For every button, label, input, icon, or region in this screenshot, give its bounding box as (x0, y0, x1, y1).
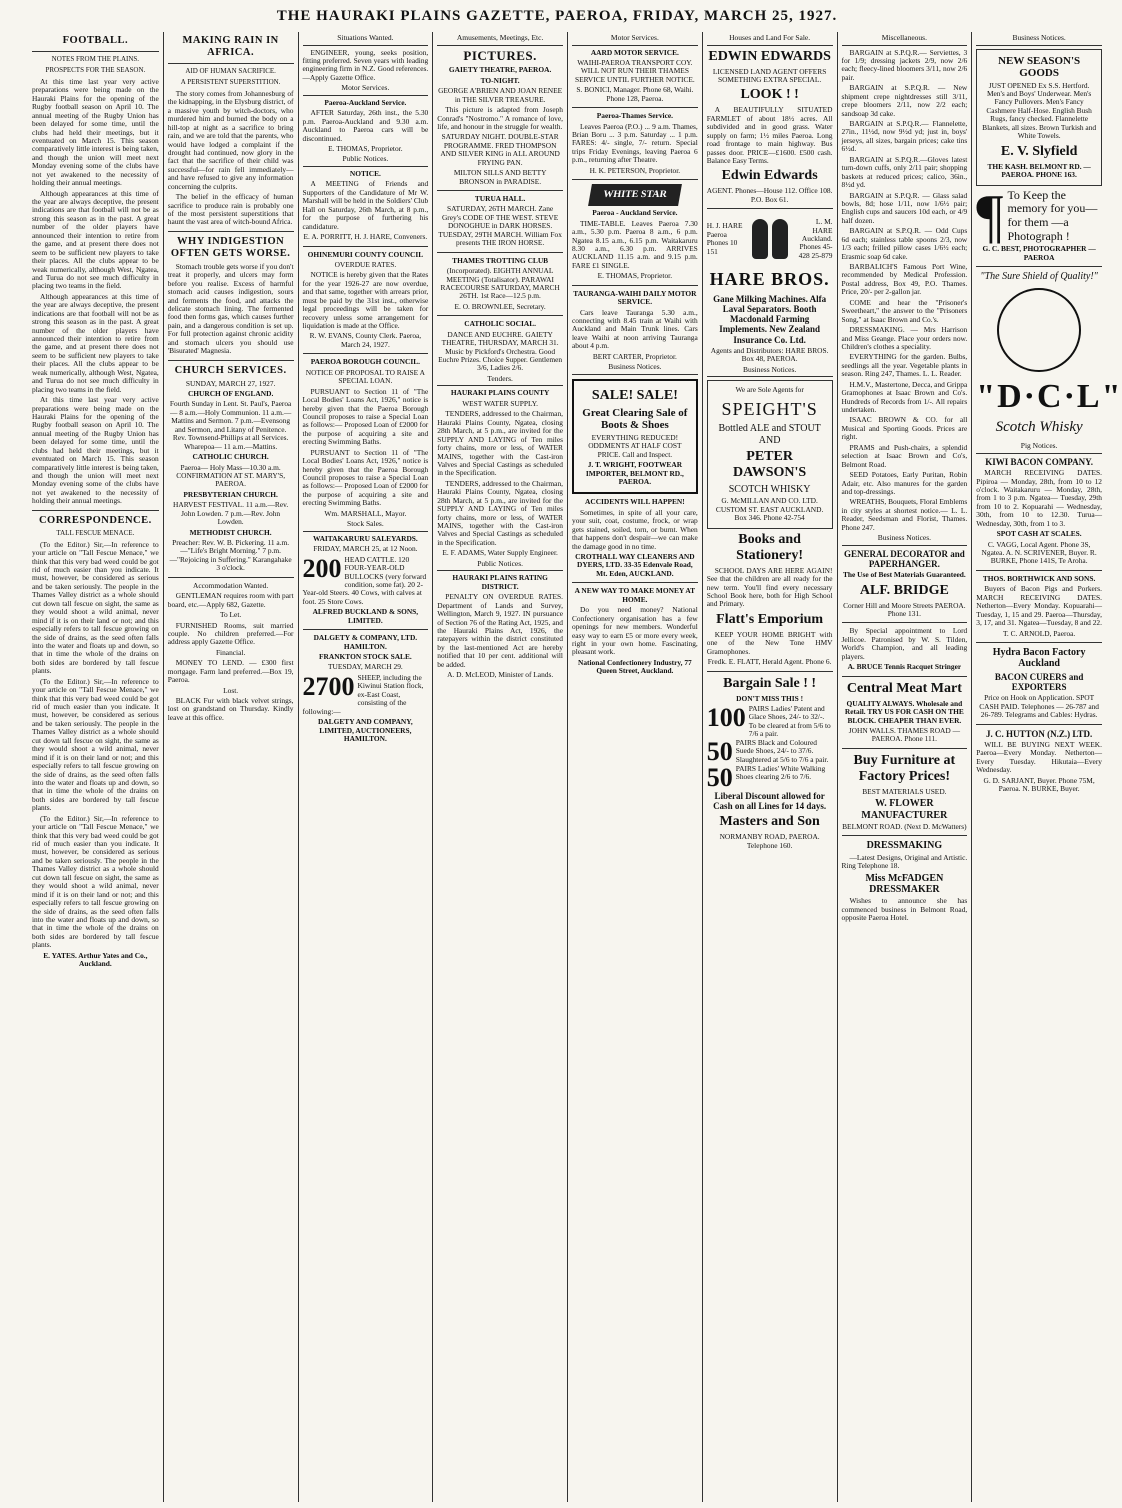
hydra-text: Price on Hook on Application. SPOT CASH PAID. Telephones — 26-787 and 26-789. Telegrams and Cables: Hydras. (979, 693, 1100, 720)
letter-paragraph: (To the Editor.) Sir,—In reference to your article on "Tall Fescue Menace," we think that this very bad weed could be got rid of much easier than you indicate. It must, however, be considered as serious and be taken seriously. The people in the Thames Valley district as a whole should cut down tall fescue on sight, the same as they would shoot a wild animal, never mind if it is on their land or not; and this especially refers to tall fescue growing on the side of drains, as the seed often falls into the water and floats up and down, so that in time the whole of the drains on both sides are bordered by tall fescue plants. (32, 676, 159, 813)
column-8 (971, 32, 1122, 1502)
hare-icon (772, 219, 788, 259)
misc-ad: BARGAIN at S.P.Q.R.— Serviettes, 3 for 1/9; dressing jackets 2/9, now 2/6 each; fleecy-lined bloomers 3/11, now 2/6 pair. (841, 47, 968, 82)
divider (976, 724, 1102, 725)
church-services-heading: CHURCH SERVICES. (174, 364, 287, 376)
new-season-goods: JUST OPENED Ex S.S. Hertford. Men's and Boys' Underwear. Men's Fancy Pullovers. Men's Fancy Cashmere Half-Hose. English Bush Rugs, fancy checked. Flannelette Blankets, all sizes. Brown Turkish and White Towels. (982, 80, 1097, 141)
flatts-signature: Fredk. E. FLATT, Herald Agent. Phone 6. (707, 657, 832, 667)
tennis-heading: A. BRUCE Tennis Racquet Stringer (847, 662, 962, 672)
column-4 (432, 32, 567, 1502)
mcfadgen-text: Wishes to announce she has commenced business in Belmont Road, opposite Paeroa Hotel. (841, 896, 968, 923)
notes-subheading: NOTES FROM THE PLAINS. (51, 54, 140, 63)
agent-tagline: LICENSED LAND AGENT OFFERS SOMETHING EXTRA SPECIAL. (712, 66, 827, 84)
cleaners-heading: ACCIDENTS WILL HAPPEN! (585, 497, 685, 507)
notice-signature: Wm. MARSHALL, Mayor. (324, 508, 407, 518)
film-description: This picture is adapted from Joseph Conrad's "Nostromo." A romance of love, life, and honour in the struggle for wealth. (437, 105, 563, 131)
photograph-slogan: To Keep the memory for you—for them —a Photograph ! (1007, 187, 1098, 243)
new-season-ad (976, 49, 1102, 186)
misc-ad: WREATHS, Bouquets, Floral Emblems in city styles at shortest notice.— L. L. Reader, Seedsman and Florist, Thames. Phone 247. (841, 497, 968, 532)
divider (707, 671, 833, 672)
notice-signature: BERT CARTER, Proprietor. (592, 351, 677, 361)
section-heading: Stock Sales. (303, 520, 429, 532)
section-heading: Motor Services. (572, 34, 698, 46)
film-billing: SATURDAY, 26TH MARCH. Zane Grey's CODE OF THE WEST. STEVE DONOGHUE in DARK HORSES. TUESDAY, 29TH MARCH. William Fox presents THE IRON HORSE. (438, 204, 562, 248)
service-times: HARVEST FESTIVAL. 11 a.m.—Rev. John Lowden. 7 p.m.—Rev. John Lowden. (173, 500, 289, 527)
mcfadgen-heading: Miss McFADGEN DRESSMAKER (865, 872, 944, 896)
money-signature: National Confectionery Industry, 77 Queen Street, Auckland. (578, 657, 692, 676)
masters-heading: Masters and Son (719, 814, 820, 830)
divider (168, 360, 294, 361)
service-heading: Paeroa-Thames Service. (596, 111, 673, 121)
agents-list: C. VAGG, Local Agent. Phone 3S, Ngatea. A. N. SCRIVENER, Buyer. R. BURKE, Phone 141S, Te Aroha. (981, 539, 1097, 566)
hare-agents: Agents and Distributors: HARE BROS. Box 48, PAEROA. (710, 345, 829, 364)
dont-miss-text: DON'T MISS THIS ! (736, 693, 804, 703)
section-heading: Motor Services. (303, 84, 429, 96)
bargain-sale-heading: Bargain Sale ! ! (723, 675, 817, 691)
flower-heading: W. FLOWER MANUFACTURER (861, 798, 948, 821)
cleaners-signature: CROTHALL WAY CLEANERS AND DYERS, LTD. 33-35 Edenvale Road, Mt. Eden, AUCKLAND. (575, 552, 695, 578)
service-notice: WAIHI-PAEROA TRANSPORT COY. WILL NOT RUN THEIR THAMES SERVICE UNTIL FURTHER NOTICE. (574, 57, 695, 84)
timetable: TIME-TABLE. Leaves Paeroa 7.30 a.m., 5.30 p.m. Paeroa 8 a.m., 6 p.m. Ngatea 8.15 a.m., 6.15 p.m. Waitakaruru 8.30 a.m., 6.30 p.m. ARRIVES AUCKLAND 11.15 a.m. and 9.15 p.m. FARE £1 SINGLE. (572, 218, 698, 270)
shield-slogan: "The Sure Shield of Quality!" (980, 271, 1098, 283)
correspondence-heading: CORRESPONDENCE. (38, 514, 152, 526)
alf-bridge-address: Corner Hill and Moore Streets PAEROA. Phone 131. (843, 600, 966, 619)
crest-icon (997, 288, 1081, 372)
sale-heading: Great Clearing Sale of Boots & Shoes (582, 406, 688, 432)
column-1 (28, 32, 163, 1502)
prospects-subheading: PROSPECTS FOR THE SEASON. (45, 65, 146, 74)
council-subheading: NOTICE OF PROPOSAL TO RAISE A SPECIAL LOAN. (305, 367, 425, 386)
divider (976, 570, 1102, 571)
divider (842, 676, 968, 677)
kiwi-bacon-heading: KIWI BACON COMPANY. (985, 456, 1093, 467)
meeting-details: (Incorporated). EIGHTH ANNUAL MEETING (Totalisator). PARAWAI RACECOURSE SATURDAY, MARCH 26TH. 1st Race—12.5 p.m. (440, 266, 560, 301)
tender-text: TENDERS, addressed to the Chairman, Hauraki Plains County, Ngatea, closing 28th March, at 5 p.m., are invited for the SUPPLY AND LAYING of Ten miles forty chains, more or less, of WATER MAINS, together with the Cast-iron Valves and Special Castings as scheduled in the Specification. (437, 478, 563, 547)
boot-sale-ad (572, 379, 698, 495)
letter-paragraph: (To the Editor.) Sir,—In reference to your article on "Tall Fescue Menace," we think that this very bad weed could be got rid of much easier than you indicate. It must, however, be considered as serious and be taken seriously. The people in the Thames Valley district as a whole should cut down tall fescue on sight, the same as they would shoot a wild animal, never mind if it is on their land or not; and this especially refers to tall fescue growing on the side of drains, as the seed often falls into the water and floats up and down, so that in time the whole of the drains on both sides are bordered by tall fescue plants. (32, 813, 159, 950)
classified-ad: BLACK Fur with black velvet strings, lost on grandstand on Thursday. Kindly leave at this office. (167, 696, 294, 722)
notice-signature: T. C. ARNOLD, Paeroa. (1002, 628, 1076, 638)
section-heading: Pig Notices. (976, 442, 1102, 454)
hare-contact-left: H. J. HARE Paeroa Phones 10 151 (706, 221, 743, 256)
pair-count: 100 (706, 702, 746, 732)
sale-details: EVERYTHING REDUCED! ODDMENTS AT HALF COST PRICE. Call and Inspect. (588, 432, 682, 459)
stock-details: HEAD CATTLE. 120 FOUR-YEAR-OLD BULLOCKS (very forward condition, some fat). 20 2-Year-old Steers. 40 Cows, with calves at foot. 25 Store Cows. (302, 554, 427, 606)
council-subheading: OVERDUE RATES. (334, 259, 397, 269)
service-times: Paeroa— Holy Mass—10.30 a.m. CONFIRMATION AT ST. MARY'S, PAEROA. (176, 462, 286, 489)
misc-ad: BARGAIN at S.P.Q.R. — Glass salad bowls, 8d; hose 1/11, now 1/6½ pair; English cups and saucers 10d each, or 4/9 half dozen. (841, 190, 968, 225)
books-heading: Books and Stationery! (736, 531, 804, 563)
rain-heading: MAKING RAIN IN AFRICA. (182, 35, 279, 58)
auctioneer: ALFRED BUCKLAND & SONS, LIMITED. (312, 607, 419, 625)
hall-heading: TURUA HALL. (474, 194, 526, 204)
sale-date: TUESDAY, MARCH 29. (328, 662, 403, 672)
divider (303, 629, 429, 630)
article-paragraph: The belief in the efficacy of human sacrifice to produce rain is probably one of the most persistent superstitions that haunt the vast area of witch-bound Africa. (167, 192, 294, 227)
agent-contact: AGENT. Phones—House 112. Office 108. P.O. Box 61. (706, 186, 833, 204)
notice-signature: S. BONICI, Manager. Phone 68, Waihi. Phone 128, Paeroa. (576, 85, 694, 103)
meat-mart-contact: JOHN WALLS. THAMES ROAD — PAEROA. Phone 111. (848, 725, 960, 744)
notice-text: PURSUANT to Section 11 of "The Local Bodies' Loans Act, 1926," notice is hereby given that the Paeroa Borough Council proposes to raise a Special Loan as follows:— Proposed Loan of £2000 for the purpose of acquiring a site and erecting Swimming Baths. (302, 386, 429, 447)
letter-signature: E. YATES. Arthur Yates and Co., Auckland. (43, 950, 148, 969)
speights-ad (707, 380, 833, 528)
notice-signature: E. F. ADAMS, Water Supply Engineer. (442, 548, 558, 558)
notice-signature: E. THOMAS, Proprietor. (328, 144, 403, 154)
notice-signature: E. THOMAS, Proprietor. (597, 271, 673, 281)
classified-heading: Financial. (215, 647, 246, 657)
football-heading: FOOTBALL. (62, 35, 129, 46)
auctioneer: DALGETY AND COMPANY, LIMITED, AUCTIONEERS, HAMILTON. (317, 717, 413, 743)
classified-ad: MONEY TO LEND. — £300 first mortgage. Farm land preferred.—Box 19, Paeroa. (167, 658, 294, 685)
head-count: 200 (302, 553, 342, 583)
bargain-details: PAIRS Ladies' Patent and Glace Shoes, 24/- to 32/-. To be cleared at from 5/6 to 7/6 a pair. (748, 703, 831, 739)
dawsons-heading: PETER DAWSON'S (733, 449, 807, 481)
slyfield-address: THE KASH. BELMONT RD. — PAEROA. PHONE 163. (987, 161, 1091, 180)
letter-paragraph: (To the Editor.) Sir,—In reference to your article on "Tall Fescue Menace," we think that this very bad weed could be got rid of much easier than you indicate. It must, however, be considered as serious and be taken seriously. The people in the Thames Valley district as a whole should cut down tall fescue on sight, the same as they would shoot a wild animal, never mind if it is on their land or not; and this especially refers to tall fescue growing on the side of drains, as the seed often falls into the water and floats up and down, so that in time the whole of the drains on both sides are bordered by tall fescue plants. (32, 539, 159, 676)
receiving-dates: MARCH RECEIVING DATES. Pipiroa — Monday, 28th, from 10 to 12 o'clock. Waitakaruru — Monday, 28th, from 1 to 3 p.m. Ngatea— Tuesday, 29th from 10 to 2. Kopuarahi — Wednesday, 30th, from 10 to 12.30. Turua— Wednesday, 30th, from 1 to 3. (976, 468, 1102, 528)
money-text: Do you need money? National Confectionery organisation has a few openings for new members. Wonderful easy way to earn £5 or more every week, right in your own home. Fascinating, pleasant work. (572, 605, 698, 657)
hare-bros-header (707, 213, 833, 265)
notice-signature: E. A. PORRITT, H. J. HARE, Conveners. (303, 232, 428, 242)
section-heading: Business Notices. (976, 34, 1102, 46)
bargain-line (706, 736, 833, 766)
misc-ad: ISAAC BROWN & CO. for all Musical and Sporting Goods. Prices are right. (841, 415, 968, 442)
divider (976, 266, 1102, 267)
notice-text: AFTER Saturday, 26th inst., the 5.30 p.m. Paeroa-Auckland and 9.30 a.m. Auckland to Paeroa cars will be discontinued. (302, 108, 429, 143)
hare-logo (752, 217, 788, 261)
dressmaking-text: —Latest Designs, Original and Artistic. Ring Telephone 18. (841, 852, 968, 871)
dcl-logo: "D·C·L" (976, 378, 1122, 416)
notice-text: NOTICE is hereby given that the Rates for the year 1926-27 are now overdue, and that same, together with arrears prior, must be paid by the 31st inst., otherwise legal proceedings will be taken for recovery unless some arrangement for liquidation is made at the Office. (302, 270, 429, 331)
divider (976, 642, 1102, 643)
council-heading: OHINEMURI COUNTY COUNCIL (307, 249, 424, 259)
divider (32, 51, 159, 52)
divider (168, 577, 294, 578)
misc-ad: SEED Potatoes, Early Puritan, Robin Adair, etc. Also manures for the garden and top-dressings. (841, 470, 968, 496)
classified-heading: Lost. (223, 685, 239, 695)
hydra-heading: Hydra Bacon Factory Auckland (992, 646, 1086, 670)
saleyard-heading: WAITAKARURU SALEYARDS. (313, 533, 418, 543)
flatts-heading: Flatt's Emporium (716, 611, 824, 627)
notice-signature: R. W. EVANS, County Clerk. Paeroa, March 24, 1927. (309, 331, 422, 349)
service-times: Fourth Sunday in Lent. St. Paul's, Paeroa— 8 a.m.—Holy Communion. 11 a.m.—Mattins and Sermon. 7 p.m.—Evensong and Sermon, and Litany of Penitence. Rev. Townsend-Phillips at all Services. Wharepoa— 11 a.m.—Mattins. (169, 399, 292, 451)
hare-contact-right: L. M. HARE Auckland. Phones 45-428 25-879 (798, 217, 833, 260)
books-text: SCHOOL DAYS ARE HERE AGAIN! See that the children are all ready for the new term. You'll find every necessary School Book here, both for High School and Primary. (706, 565, 833, 609)
hutton-heading: J. C. HUTTON (N.Z.) LTD. (985, 728, 1093, 739)
photograph-ad (976, 182, 1102, 249)
divider (437, 315, 563, 316)
stock-sale-heading: FRANKTON STOCK SALE. (319, 652, 412, 661)
tall-fescue-subheading: TALL FESCUE MENACE. (56, 528, 135, 537)
alf-bridge-heading: ALF. BRIDGE (859, 582, 949, 598)
trotting-club-heading: THAMES TROTTING CLUB (452, 255, 549, 265)
service-heading: TAURANGA-WAIHI DAILY MOTOR SERVICE. (573, 288, 697, 307)
divider (572, 107, 698, 108)
furniture-heading: Buy Furniture at Factory Prices! (853, 752, 956, 784)
section-heading: Business Notices. (572, 363, 698, 375)
masters-address: NORMANBY ROAD, PAEROA. Telephone 160. (719, 832, 820, 850)
pilcrow-icon: ¶ (976, 182, 1004, 249)
decorator-heading: GENERAL DECORATOR and PAPERHANGER. (844, 548, 965, 569)
misc-ad: BARGAIN at S.P.Q.R. — Odd Cups 6d each; stainless table spoons 2/3, now 1/3 each; frilled pillow cases 1/6½ each; Erasmic soap 6d cake. (841, 226, 968, 261)
misc-ad: BARBALICH'S Famous Port Wine, recommended by Medical Profession. Postal address, Box 49, P.O. Thames. Price, 20/- per 2-gallon jar. (841, 262, 968, 297)
misc-ad: PRAMS and Push-chairs, a splendid selection at Isaac Brown and Co's, Belmont Road. (841, 442, 968, 469)
newspaper-columns (28, 32, 1122, 1502)
motor-service-heading: AARD MOTOR SERVICE. (590, 47, 679, 57)
tonight-label: TO-NIGHT. (480, 75, 520, 85)
receiving-dates: Buyers of Bacon Pigs and Porkers. MARCH RECEIVING DATES. Netherton—Every Monday. Kopuarahi—Tuesday, 1, 15 and 29. Paeroa—Thursday, 3, 17, and 31. Ngatea—Tuesday, 8 and 22. (976, 584, 1102, 628)
superstition-subheading: A PERSISTENT SUPERSTITION. (180, 77, 281, 86)
divider (303, 246, 429, 247)
tender-subheading: WEST WATER SUPPLY. (462, 398, 539, 408)
section-heading: Business Notices. (707, 366, 833, 378)
article-paragraph: The story comes from Johannesburg of the kidnapping, in the Elysburg district, of a massive youth by witch-doctors, who murdered him and burned the body on a hill-top at night as a sacrifice to bring rain, and we are told that the parents, who would have lodged a complaint if the drought had continued, now glory in the fact that the sacrifice of their child was successful—for rain fell immediately—and have refused to give any information concerning the culprits. (167, 88, 294, 191)
section-heading: Situations Wanted. (303, 34, 429, 46)
service-times: Preacher: Rev. W. B. Pickering. 11 a.m.—"Life's Bright Morning." 7 p.m.—"Rejoicing in Suffering." Karangahake 3 o'clock. (169, 538, 292, 573)
divider (572, 582, 698, 583)
notice-text: PENALTY ON OVERDUE RATES. Department of Lands and Survey, Wellington, March 9, 1927. IN pursuance of Section 76 of the Rating Act, 1925, and the Hauraki Plains Act, 1926, the ratepayers within the district constituted by the last-mentioned Act are hereby notified that 10 per cent. additional will be added. (437, 592, 563, 669)
sale-banner: SALE! SALE! (591, 387, 678, 403)
slyfield-heading: E. V. Slyfield (1000, 143, 1078, 159)
head-count: 2700 (302, 671, 355, 701)
look-heading: LOOK ! ! (740, 87, 799, 103)
scotch-whisky-text: SCOTCH WHISKY (728, 484, 811, 496)
bargain-details: PAIRS Ladies' White Walking Shoes clearing 2/6 to 7/6. (735, 763, 826, 782)
decorator-tagline: The Use of Best Materials Guaranteed. (843, 570, 966, 580)
council-heading: PAEROA BOROUGH COUNCIL. (310, 357, 421, 367)
misc-ad: DRESSMAKING. — Mrs Harrison and Miss Geange. Place your orders now. Children's clothes a speciality. (841, 325, 968, 351)
misc-ad: BARGAIN at S.P.Q.R.—Gloves latest turn-down cuffs, only 2/11 pair; shopping baskets at reduced prices; calico, 36in., 8½d yd. (841, 154, 968, 190)
timetable: Cars leave Tauranga 5.30 a.m., connecting with 8.45 train at Waihi with Auckland and Main Trunk lines. Cars leave Waihi at noon arriving Tauranga about 4 p.m. (572, 307, 698, 351)
tender-text: TENDERS, addressed to the Chairman, Hauraki Plains County, Ngatea, closing 28th March, at 5 p.m., are invited for the SUPPLY AND LAYING of Ten miles forty chains, more or less, of WATER MAINS, together with the Cast-iron Valves and Special Castings as scheduled in the Specification. (437, 409, 563, 478)
sale-date: FRIDAY, MARCH 25, at 12 Noon. (313, 544, 418, 554)
hutton-buyers: G. D. SARJANT, Buyer. Phone 75M, Paeroa. N. BURKE, Buyer. (983, 775, 1095, 793)
misc-ad: BARGAIN at S.P.Q.R.— Flannelette, 27in., 11½d, now 9½d yd; just in, boys' jerseys, all sizes, bargain prices; cake tins 6½d. (841, 119, 968, 154)
notice-text: A MEETING of Friends and Supporters of the Candidature of Mr W. Marshall will be held in the Soldiers' Club Hall on Saturday, 26th March, at 8 p.m., for the purpose of furthering his candidature. (302, 179, 429, 231)
classified-ad: FURNISHED Rooms, suit married couple. No children preferred.—For address apply Gazette Office. (167, 620, 294, 647)
article-paragraph: Although appearances at this time of the year are always deceptive, the present indications are that football will not be as strong this season as in the past. A great number of the older players have announced their intention to retire from the game, and at present there does not seem to be sufficient new players to take their places. All the clubs appear to be weak numerically, although West, Ngatea, and Turua do not see much difficulty in placing two teams in the field. (32, 291, 159, 394)
bargain-details: PAIRS Black and Coloured Suede Shoes, 24/- to 37/6. Slaughtered at 5/6 to 7/6 a pair. (735, 737, 829, 764)
new-season-heading: NEW SEASON'S GOODS (998, 54, 1081, 80)
classified-heading: Accommodation Wanted. (193, 580, 269, 590)
agent-name: Edwin Edwards (721, 168, 818, 184)
divider (707, 208, 833, 209)
divider (168, 63, 294, 64)
classified-ad: GENTLEMAN requires room with part board, etc.—Apply 682, Gazette. (167, 591, 294, 609)
divider (842, 622, 968, 623)
meat-mart-text: QUALITY ALWAYS. Wholesale and Retail. TRY US FOR CASH ON THE BLOCK. CHEAPER THAN EVER. (844, 698, 964, 725)
divider (437, 252, 563, 253)
divider (842, 835, 968, 836)
methodist-church-heading: METHODIST CHURCH. (189, 527, 272, 537)
misc-ad: H.M.V., Mastertone, Decca, and Grippa Gramophones at Isaac Brown and Co's. Hundreds of Records from 1/-. All repairs undertaken. (841, 379, 968, 415)
article-paragraph: Stomach trouble gets worse if you don't treat it properly, and ulcers may form before you realise. Excess of harmful stomach acid causes indigestion, sours and ferments the food, and attacks the delicate stomach lining. The fermented food then forms gas, which causes further pain, and a dangerous condition is set up. For full protection against chronic acidity and stomach ulcers you should use 'Bisurated' Magnesia. (167, 261, 294, 356)
classified-ad: ENGINEER, young, seeks position, fitting preferred. Seven years with leading engineering firm in N.Z. Good references.—Apply Gazette Office. (302, 47, 429, 82)
misc-ad: EVERYTHING for the garden. Bulbs, seedlings all the year. Vegetable plants in season. Ring 247, Thames. L. L. Reader. (841, 352, 968, 379)
photographer-name: G. C. BEST, PHOTOGRAPHER — PAEROA (982, 244, 1096, 262)
film-billing: GEORGE A'BRIEN AND JOAN RENEE in THE SILVER TREASURE. (438, 86, 563, 104)
presbyterian-church-heading: PRESBYTERIAN CHURCH. (183, 489, 278, 499)
stock-listing (302, 671, 429, 716)
discount-text: Liberal Discount allowed for Cash on all Lines for 14 days. (713, 790, 827, 811)
divider (842, 748, 968, 749)
masthead: THE HAURAKI PLAINS GAZETTE, PAEROA, FRIDAY, MARCH 25, 1927. (276, 8, 838, 24)
white-star-logo: WHITE STAR (588, 184, 682, 206)
bargain-line (706, 762, 833, 792)
section-heading: Miscellaneous. (842, 34, 968, 46)
hutton-text: WILL BE BUYING NEXT WEEK. Paeroa—Every Monday. Netherton—Every Tuesday. Hikutaia—Every Wednesday. (976, 739, 1102, 775)
spot-cash-heading: SPOT CASH AT SCALES. (996, 529, 1082, 539)
pair-count: 50 (706, 762, 733, 792)
sacrifice-subheading: AID OF HUMAN SACRIFICE. (185, 66, 276, 75)
service-heading: Paeroa - Auckland Service. (592, 208, 678, 218)
indigestion-heading: WHY INDIGESTION OFTEN GETS WORSE. (170, 235, 291, 259)
services-date: SUNDAY, MARCH 27, 1927. (185, 378, 276, 388)
catholic-church-heading: CATHOLIC CHURCH. (192, 452, 269, 462)
dressmaking-heading: DRESSMAKING (866, 840, 943, 852)
social-heading: CATHOLIC SOCIAL. (464, 319, 536, 329)
misc-ad: BARGAIN at S.P.Q.R. — New shipment crepe nightdresses still 3/11, crepe bloomers 2/11, now 2/2 each; sandsoap 3d cake. (841, 83, 968, 118)
divider (572, 285, 698, 286)
film-billing: MILTON SILLS AND BETTY BRONSON in PARADISE. (453, 168, 547, 186)
borthwick-heading: THOS. BORTHWICK AND SONS. (982, 573, 1096, 583)
notice-heading: NOTICE. (349, 169, 381, 179)
farm-listing: A BEAUTIFULLY SITUATED FARMLET of about 18½ acres. All subdivided and in good grass. Water supply on farm; 1½ miles Paeroa. Long road frontage to main highway. Bus passes door. PRICE—£1600. £500 cash. Balance Easy Terms. (706, 105, 833, 165)
section-heading: Amusements, Meetings, Etc. (437, 34, 563, 46)
section-heading: Houses and Land For Sale. (707, 34, 833, 46)
article-paragraph: At this time last year very active preparations were being made on the Hauraki Plains for the opening of the Rugby football season on April 10. The annual meeting of the Rugby Union has been delayed for some time, until the clubs had held their meetings, but it eventuated on March 15. This season comparatively little interest is being taken, and though the union will meet next Monday evening some of the clubs have not yet awakened to the necessity of holding their annual meetings. (32, 76, 159, 188)
furniture-tagline: BEST MATERIALS USED. (862, 786, 947, 796)
cleaners-text: Sometimes, in spite of all your care, your suit, coat, costume, frock, or wrap gets stained, soiled, torn, or burnt. When that happens don't despair—we can make the damage good in no time. (572, 507, 698, 551)
divider (168, 231, 294, 232)
meat-mart-heading: Central Meat Mart (846, 680, 962, 696)
section-heading: Public Notices. (303, 155, 429, 167)
timetable: Leaves Paeroa (P.O.) ... 9 a.m. Thames, Brian Boru ... 3 p.m. Saturday ... 1 p.m. FARES: 4/- single, 7/- return. Special trips Friday Evenings, leaving Paeroa 6 p.m., returning after Theatre. (572, 121, 698, 165)
stock-listing (302, 553, 429, 607)
divider (32, 510, 159, 511)
speights-heading: SPEIGHT'S (721, 398, 818, 419)
service-heading: Paeroa-Auckland Service. (324, 97, 407, 107)
notice-signature: A. D. McLEOD, Minister of Lands. (447, 670, 554, 680)
section-heading: Public Notices. (437, 560, 563, 572)
article-paragraph: Although appearances at this time of the year are always deceptive, the present indications are that football will not be as strong this season as in the past. A great number of the older players have announced their intention to retire from the game, and at present there does not seem to be sufficient new players to take their places. All the clubs appear to be weak numerically, although West, Ngatea, and Turua do not see much difficulty in placing two teams in the field. (32, 188, 159, 291)
pictures-heading: PICTURES. (463, 47, 537, 63)
column-6 (702, 32, 837, 1502)
church-of-england-heading: CHURCH OF ENGLAND. (187, 389, 274, 399)
notice-text: PURSUANT to Section 11 of "The Local Bodies' Loans Act, 1926," notice is hereby given that the Paeroa Borough Council proposes to raise a Special Loan as follows:— Proposed Loan of £2000 for the purpose of acquiring a site and erecting Swimming Baths. (302, 447, 429, 508)
article-paragraph: At this time last year very active preparations were being made on the Hauraki Plains for the opening of the Rugby football season on April 10. The annual meeting of the Rugby Union has been delayed for some time, until the clubs had held their meetings, but it eventuated on March 15. This season comparatively little interest is being taken, and though the union will meet next Monday evening some of the clubs have not yet awakened to the necessity of holding their annual meetings. (32, 395, 159, 506)
social-details: DANCE AND EUCHRE. GAIETY THEATRE, THURSDAY, MARCH 31. Music by Pickford's Orchestra. Good Euchre Prizes. Choice Supper. Gentlemen 3/6, Ladies 2/6. (438, 329, 563, 373)
divider (572, 179, 698, 180)
sale-signature: J. T. WRIGHT, FOOTWEAR IMPORTER, BELMONT RD., PAEROA. (585, 460, 684, 486)
section-heading: Business Notices. (842, 534, 968, 546)
column-7 (837, 32, 972, 1502)
tennis-text: By Special appointment to Lord Jellicoe. Patronised by W. S. Tilden, World's Champion, and all leading players. (841, 626, 968, 661)
section-heading: Tenders. (437, 375, 563, 387)
classified-heading: To Let. (220, 610, 242, 620)
stock-details: SHEEP, including the Kiwinui Station flock, ex-East Coast, consisting of the following:— (302, 672, 424, 716)
hare-icon (752, 219, 768, 259)
column-5 (567, 32, 702, 1502)
rating-district-heading: HAURAKI PLAINS RATING DISTRICT. (452, 573, 548, 591)
column-2 (163, 32, 298, 1502)
bargain-line (706, 702, 833, 739)
ale-stout-text: Bottled ALE and STOUT AND (718, 423, 821, 446)
hare-bros-heading: HARE BROS. (709, 269, 830, 290)
flower-address: BELMONT ROAD. (Next D. McWatters) (842, 821, 967, 831)
divider (437, 190, 563, 191)
pair-count: 50 (706, 736, 733, 766)
hare-products: Gane Milking Machines. Alfa Laval Separators. Booth Macdonald Farming Implements. New Zealand Insurance Co. Ltd. (713, 293, 827, 345)
notice-signature: H. K. PETERSON, Proprietor. (589, 165, 681, 175)
scotch-whisky-script: Scotch Whisky (995, 419, 1083, 436)
auctioneer-heading: DALGETY & COMPANY, LTD. HAMILTON. (313, 633, 418, 651)
column-3 (298, 32, 433, 1502)
county-heading: HAURAKI PLAINS COUNTY (450, 388, 550, 398)
divider (303, 353, 429, 354)
hydra-subheading: BACON CURERS and EXPORTERS (994, 671, 1084, 692)
flatts-text: KEEP YOUR HOME BRIGHT with one of the New Tone HMV Gramophones. (706, 629, 833, 656)
money-heading: A NEW WAY TO MAKE MONEY AT HOME. (574, 586, 696, 604)
theatre-name: GAIETY THEATRE, PAEROA. (448, 65, 552, 75)
notice-signature: E. O. BROWNLEE, Secretary. (454, 301, 546, 311)
misc-ad: COME and hear the "Prisoner's Sweetheart," the answer to the "Prisoners Song," at Isaac Brown and Co.'s. (841, 297, 968, 324)
mcmillan-contact: G. McMILLAN AND CO. LTD. CUSTOM ST. EAST AUCKLAND. Box 346. Phone 42-754 (715, 496, 824, 523)
agent-name: EDWIN EDWARDS (708, 48, 831, 64)
sole-agents-text: We are Sole Agents for (735, 385, 804, 395)
film-billing: SATURDAY NIGHT. DOUBLE-STAR PROGRAMME. FRED THOMPSON AND SILVER KING in ALL AROUND FRYING PAN. (440, 132, 560, 167)
